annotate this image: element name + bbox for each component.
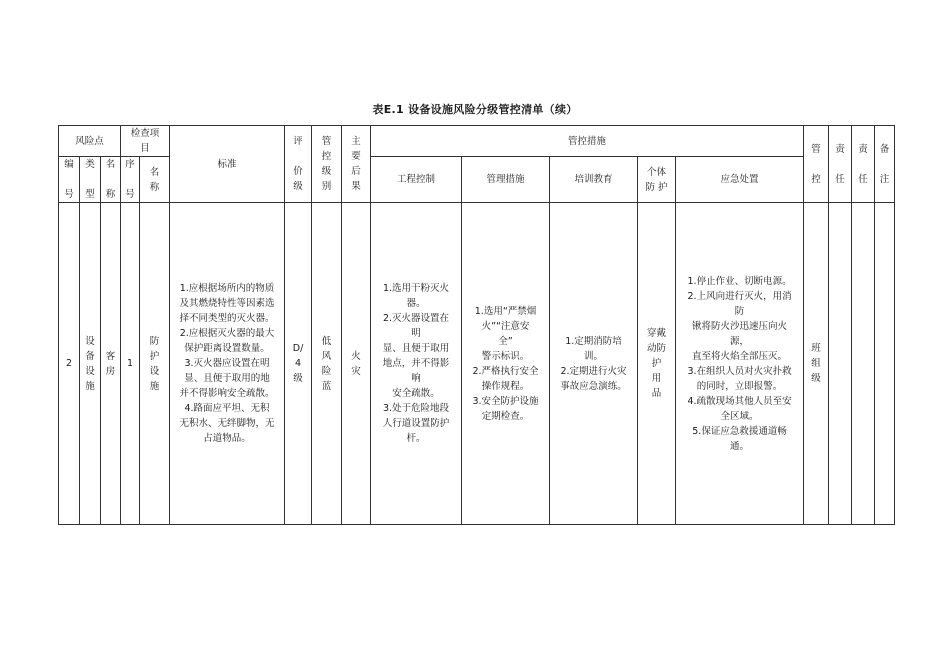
cell-engineering: 1.选用干粉灭火 器。 2.灭火器设置在 明 显、且便于取用 地点，并不得影 响 安全疏散。 3.处于危险地段 人行道设置防护 杆。 xyxy=(371,203,462,525)
header-responsibility-2: 责 任 xyxy=(852,126,875,203)
cell-standard: 1.应根据场所内的物质 及其燃烧特性等因素选 择不同类型的灭火器。 2.应根据灭火器的最大 保护距离设置数量。 3.灭火器应设置在明 显、且便于取用的地 并不得影响安全疏散。 4.路面应平坦、无积 无积水、无绊脚物，无 占道物品。 xyxy=(170,203,285,525)
header-consequence: 主 要 后 果 xyxy=(342,126,371,203)
header-name: 名 称 xyxy=(101,157,121,203)
header-emergency: 应急处置 xyxy=(676,157,804,203)
header-check-item: 检查项 目 xyxy=(121,126,170,157)
header-row-1 xyxy=(59,126,895,157)
cell-management: 1.选用“严禁烟 火”“注意安 全” 警示标识。 2.严格执行安全 操作规程。 3.安全防护设施 定期检查。 xyxy=(462,203,550,525)
cell-evaluation: D/ 4 级 xyxy=(285,203,312,525)
header-standard: 标准 xyxy=(170,126,285,203)
header-type: 类 型 xyxy=(80,157,101,203)
cell-type: 设 备 设 施 xyxy=(80,203,101,525)
cell-training: 1.定期消防培 训。 2.定期进行火灾 事故应急演练。 xyxy=(550,203,638,525)
cell-emergency: 1.停止作业、切断电源。 2.上风向进行灭火，用消 防 锹将防火沙迅速压向火 源， 直至将火焰全部压灭。 3.在组织人员对火灾扑救 的同时，立即报警。 4.疏散现场其他人员至安 全区域。 5.保证应急救援通道畅 通。 xyxy=(676,203,804,525)
header-control-measures: 管控措施 xyxy=(371,126,804,157)
header-management: 管理措施 xyxy=(462,157,550,203)
header-risk-point: 风险点 xyxy=(59,126,121,157)
cell-control-level: 低 风 险 蓝 xyxy=(312,203,342,525)
header-seq: 序 号 xyxy=(121,157,140,203)
cell-responsibility-2 xyxy=(852,203,875,525)
header-control: 管 控 xyxy=(804,126,829,203)
risk-control-table xyxy=(58,125,895,525)
header-control-level: 管 控 级 别 xyxy=(312,126,342,203)
cell-remark xyxy=(875,203,895,525)
cell-name: 客 房 xyxy=(101,203,121,525)
cell-seq: 1 xyxy=(121,203,140,525)
cell-item-name: 防 护 设 施 xyxy=(140,203,170,525)
header-item-name: 名 称 xyxy=(140,157,170,203)
cell-control: 班 组 级 xyxy=(804,203,829,525)
header-responsibility-1: 责 任 xyxy=(829,126,852,203)
header-evaluation: 评 价 级 xyxy=(285,126,312,203)
header-personal: 个体 防 护 xyxy=(638,157,676,203)
cell-personal: 穿戴 动防 护 用 品 xyxy=(638,203,676,525)
header-training: 培训教育 xyxy=(550,157,638,203)
document-title: 表E.1 设备设施风险分级管控清单（续） xyxy=(372,103,578,116)
cell-consequence: 火 灾 xyxy=(342,203,371,525)
header-remark: 备 注 xyxy=(875,126,895,203)
cell-no: 2 xyxy=(59,203,80,525)
table-row xyxy=(59,203,895,525)
header-engineering: 工程控制 xyxy=(371,157,462,203)
cell-responsibility-1 xyxy=(829,203,852,525)
header-no: 编 号 xyxy=(59,157,80,203)
